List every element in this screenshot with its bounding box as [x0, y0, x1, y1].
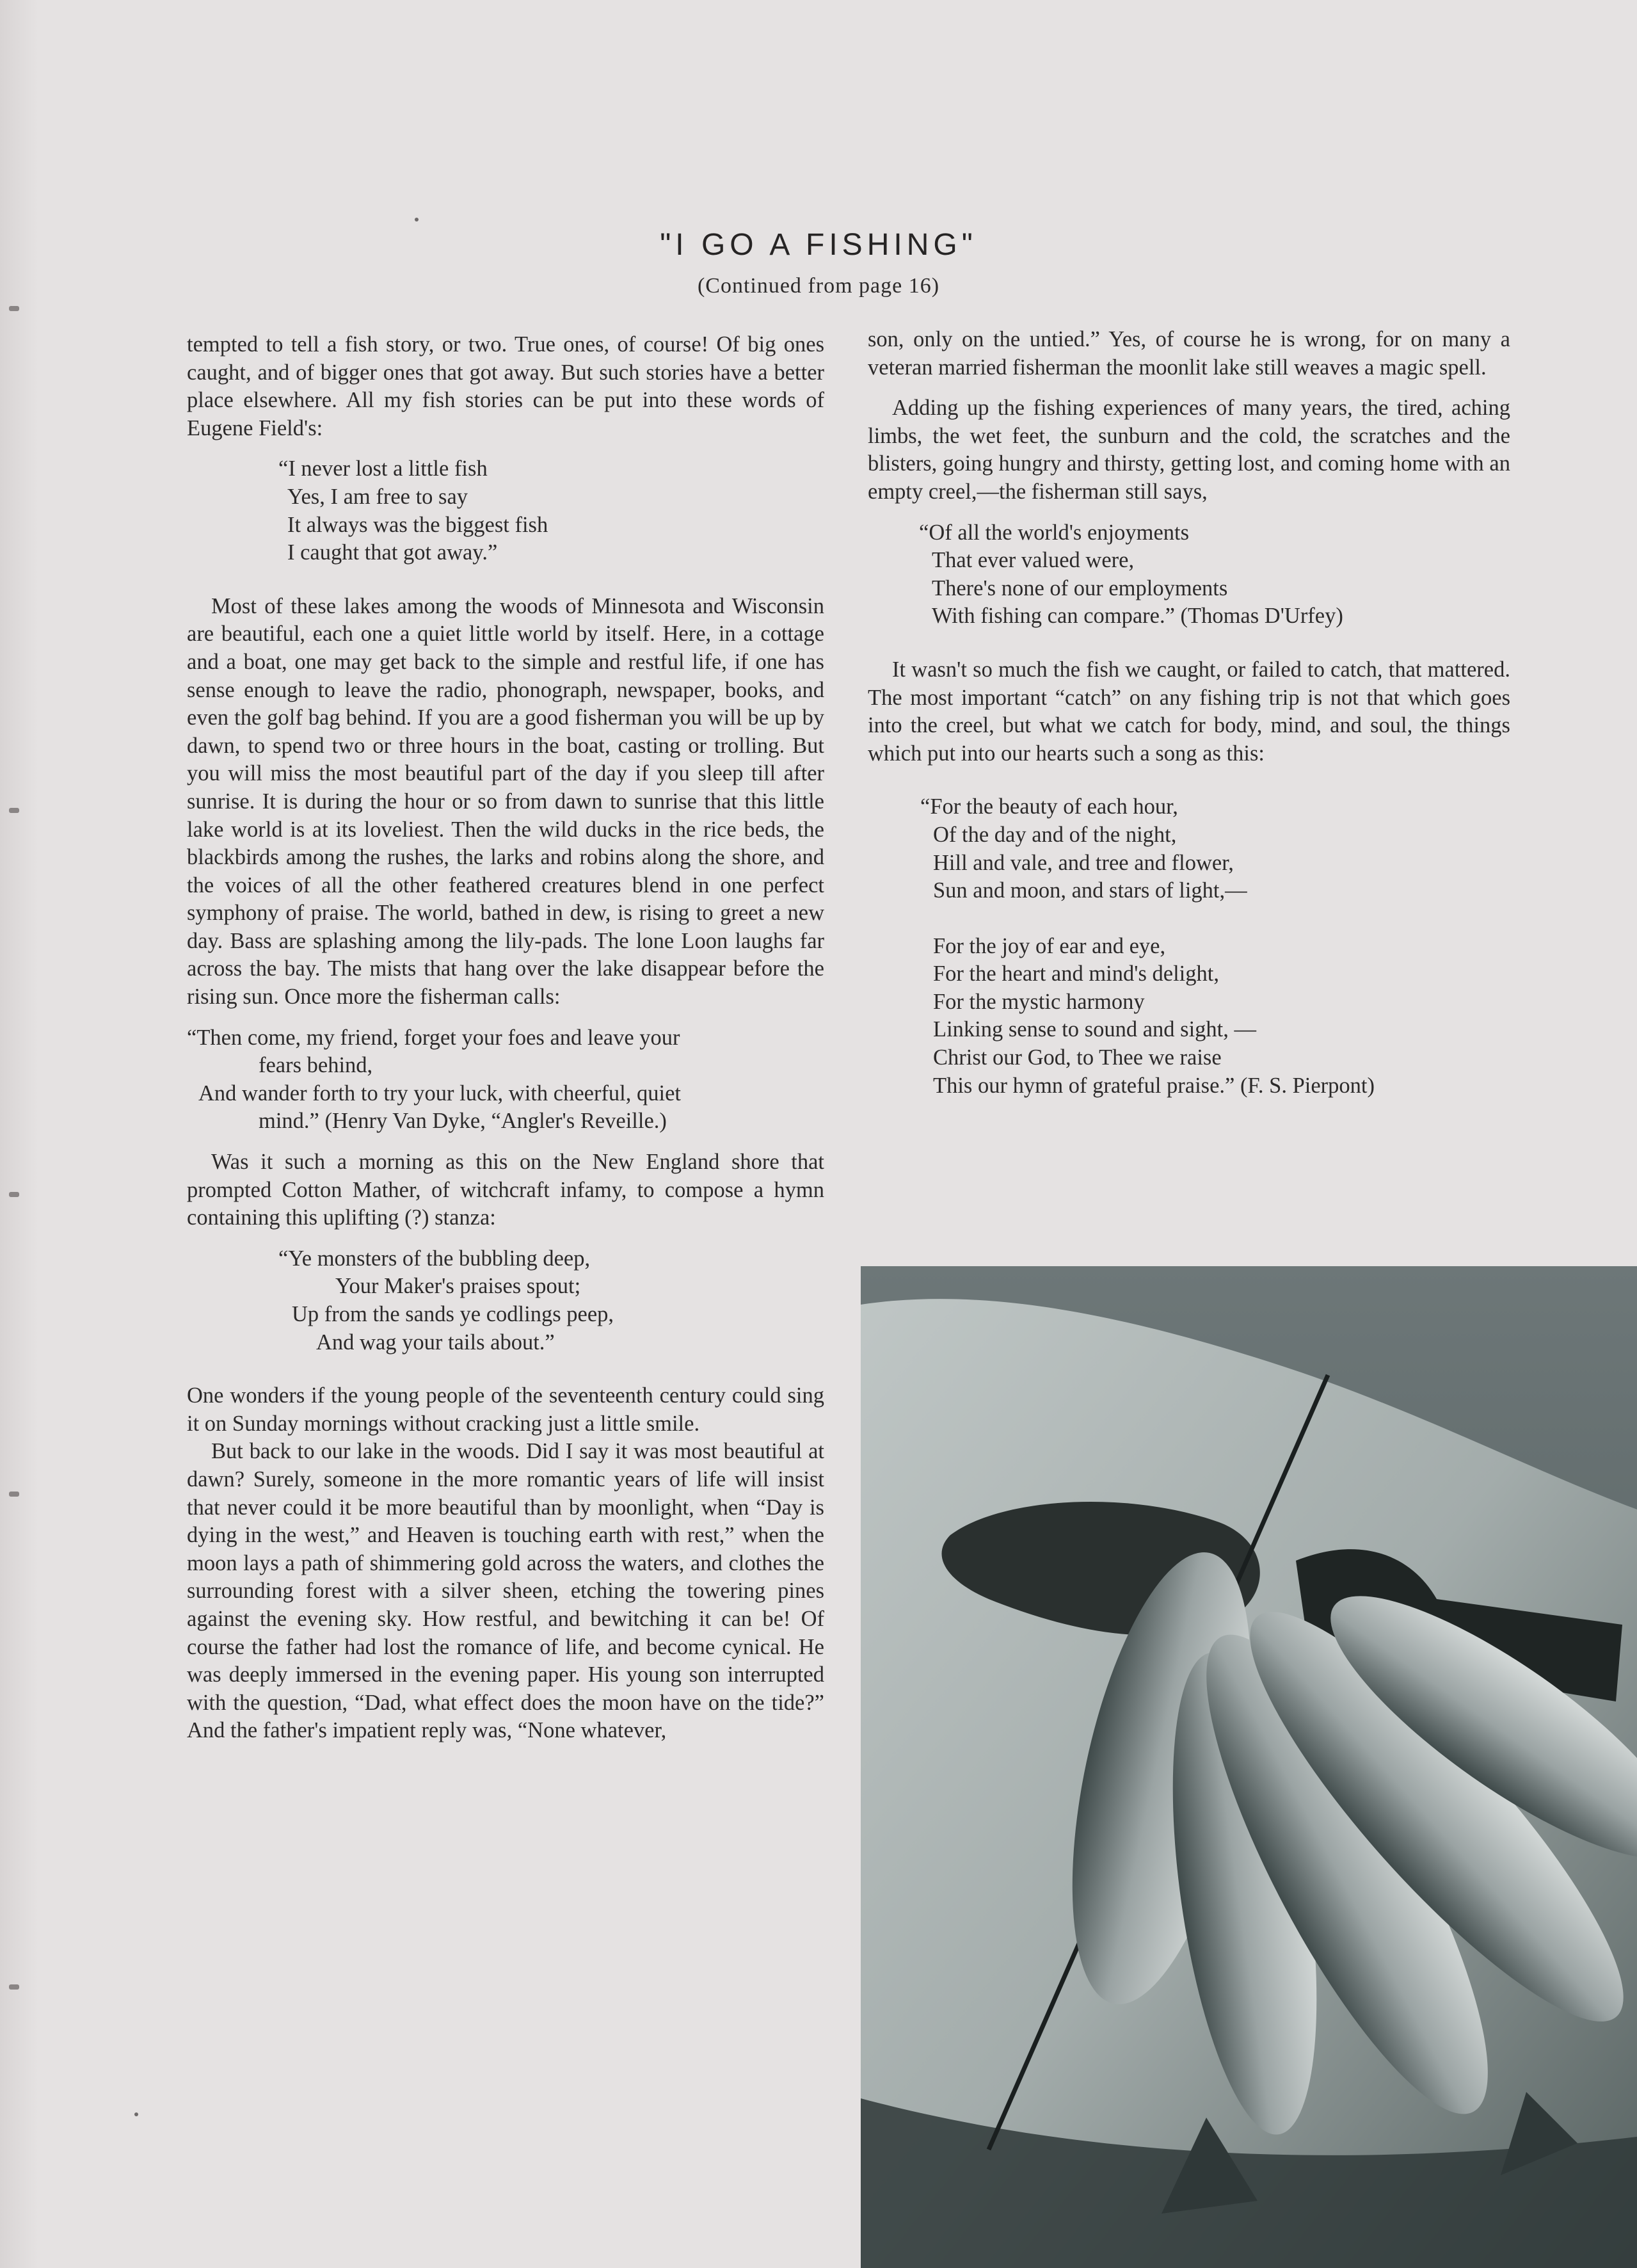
paragraph: Adding up the fishing experiences of many years, the tired, aching limbs, the wet feet, the sunburn and the cold, the scratches and the blisters, going hungry and thirsty, getting lost, and coming home with an empty creel,—the fisherman still says,	[868, 396, 1510, 504]
poem-eugene-field	[187, 455, 824, 567]
poem-line: Of the day and of the night,	[933, 822, 1177, 847]
poem-line: For the mystic harmony	[933, 989, 1145, 1014]
paragraph: It wasn't so much the fish we caught, or failed to catch, that mattered. The most important “catch” on any fishing trip is not that which goes into the creel, but what we catch for body, mind, and soul, the things which put into our hearts such a song as this:	[868, 657, 1510, 766]
poem-line: “Of all the world's enjoyments	[919, 520, 1190, 545]
paragraph: But back to our lake in the woods. Did I say it was most beautiful at dawn? Surely, someone in the more romantic years of life will insist that never could it be more beautiful than by moonlight, when “Day is dying in the west,” and Heaven is touching earth with rest,” when the moon lays a path of shimmering gold across the waters, and clothes the surrounding forest with a silver sheen, etching the towering pines against the evening sky. How restful, and bewitching it can be! Of course the father had lost the romance of life, and become cynical. He was deeply immersed in the evening paper. His young son interrupted with the question, “Dad, what effect does the moon have on the tide?” And the father's impatient reply was, “None whatever,	[187, 1439, 824, 1743]
poem-line: With fishing can compare.” (Thomas D'Urfey)	[932, 604, 1343, 629]
poem-line: Yes, I am free to say	[287, 484, 468, 509]
paragraph: son, only on the untied.” Yes, of course he is wrong, for on many a veteran married fisherman the moonlit lake still weaves a magic spell.	[868, 327, 1510, 380]
poem-durfey	[868, 519, 1510, 631]
poem-line: Up from the sands ye codlings peep,	[292, 1302, 614, 1326]
left-column	[187, 331, 824, 1745]
continued-note: (Continued from page 16)	[697, 274, 940, 298]
quote-line: mind.” (Henry Van Dyke, “Angler's Reveille.)	[259, 1109, 667, 1134]
quote-van-dyke	[187, 1024, 824, 1136]
poem-line: There's none of our employments	[932, 575, 1228, 600]
fish-catch-photo	[861, 1266, 1637, 2268]
poem-line: That ever valued were,	[932, 548, 1135, 573]
poem-line: This our hymn of grateful praise.” (F. S. Pierpont)	[933, 1073, 1375, 1098]
poem-line: And wag your tails about.”	[316, 1330, 555, 1355]
poem-line: Sun and moon, and stars of light,—	[933, 878, 1247, 903]
binding-mark	[9, 306, 19, 311]
binding-mark	[9, 1192, 19, 1197]
binding-mark	[9, 808, 19, 813]
poem-line: Hill and vale, and tree and flower,	[933, 850, 1234, 875]
poem-cotton-mather	[187, 1245, 824, 1356]
poem-line: “Ye monsters of the bubbling deep,	[278, 1246, 591, 1271]
poem-line: It always was the biggest fish	[287, 512, 548, 537]
quote-line: “Then come, my friend, forget your foes and leave your	[187, 1025, 680, 1050]
poem-line: Your Maker's praises spout;	[335, 1274, 581, 1299]
paragraph: tempted to tell a fish story, or two. True ones, of course! Of big ones caught, and of bigger ones that got away. But such stories have a better place elsewhere. All my fish stories can be put into these words of Eugene Field's:	[187, 332, 824, 440]
paragraph: Most of these lakes among the woods of Minnesota and Wisconsin are beautiful, each one a quiet little world by itself. Here, in a cottage and a boat, one may get back to the simple and restful life, if one has sense enough to leave the radio, phonograph, newspaper, books, and even the golf bag behind. If you are a good fisherman you will be up by dawn, to spend two or three hours in the boat, casting or trolling. But you will miss the most beautiful part of the day if you sleep till after sunrise. It is during the hour or so from dawn to sunrise that this little lake world is at its loveliest. Then the wild ducks in the rice beds, the blackbirds among the rushes, the larks and robins along the shore, and the voices of all the other feathered creatures blend in one perfect symphony of praise. The world, bathed in dew, is rising to greet a new day. Bass are splashing among the lily-pads. The lone Loon laughs far across the bay. The mists that hang over the lake disappear before the rising sun. Once more the fisherman calls:	[187, 593, 824, 1009]
right-column	[868, 326, 1510, 1100]
poem-line: “For the beauty of each hour,	[920, 794, 1178, 819]
paragraph: One wonders if the young people of the seventeenth century could sing it on Sunday mornings without cracking just a little smile.	[187, 1383, 824, 1436]
binding-mark	[9, 1984, 19, 1990]
binding-mark	[9, 1492, 19, 1497]
poem-line: For the joy of ear and eye,	[933, 933, 1166, 958]
page-edge	[0, 0, 38, 2268]
paper-speck	[134, 2112, 138, 2116]
poem-line: Christ our God, to Thee we raise	[933, 1045, 1222, 1070]
quote-line: And wander forth to try your luck, with cheerful, quiet	[198, 1081, 681, 1106]
paragraph: Was it such a morning as this on the New England shore that prompted Cotton Mather, of witchcraft infamy, to compose a hymn containing this uplifting (?) stanza:	[187, 1150, 824, 1230]
poem-line: “I never lost a little fish	[278, 456, 488, 481]
poem-line: For the heart and mind's delight,	[933, 961, 1219, 986]
poem-line: I caught that got away.”	[287, 540, 498, 565]
quote-line: fears behind,	[259, 1053, 373, 1078]
paper-speck	[415, 218, 419, 221]
poem-line: Linking sense to sound and sight, —	[933, 1017, 1257, 1042]
article-title: "I GO A FISHING"	[660, 228, 977, 262]
poem-pierpont	[868, 793, 1510, 1100]
